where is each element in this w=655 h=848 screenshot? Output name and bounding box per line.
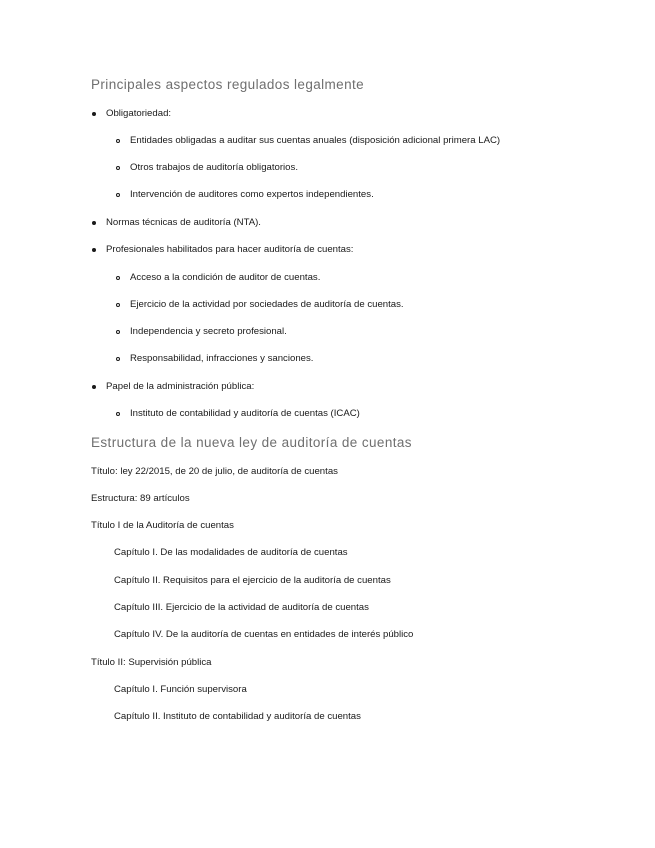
circle-bullet-icon xyxy=(116,357,120,361)
circle-bullet-icon xyxy=(116,139,120,143)
list-subitem: Entidades obligadas a auditar sus cuentas anuales (disposición adicional primera LAC) xyxy=(130,135,501,146)
chapter-line: Capítulo I. De las modalidades de auditoría de cuentas xyxy=(114,547,348,558)
titulo-2-line: Título II: Supervisión pública xyxy=(91,657,212,668)
section-heading-aspectos: Principales aspectos regulados legalmente xyxy=(91,77,365,92)
circle-bullet-icon xyxy=(116,166,120,170)
chapter-line: Capítulo IV. De la auditoría de cuentas en entidades de interés público xyxy=(114,629,414,640)
circle-bullet-icon xyxy=(116,303,120,307)
bullet-icon xyxy=(92,248,96,252)
list-subitem: Instituto de contabilidad y auditoría de cuentas (ICAC) xyxy=(130,408,360,419)
circle-bullet-icon xyxy=(116,330,120,334)
list-subitem: Independencia y secreto profesional. xyxy=(130,326,287,337)
titulo-line: Título: ley 22/2015, de 20 de julio, de auditoría de cuentas xyxy=(91,466,338,477)
chapter-line: Capítulo I. Función supervisora xyxy=(114,684,247,695)
list-item: Papel de la administración pública: xyxy=(106,381,255,392)
chapter-line: Capítulo III. Ejercicio de la actividad de auditoría de cuentas xyxy=(114,602,369,613)
circle-bullet-icon xyxy=(116,193,120,197)
chapter-line: Capítulo II. Instituto de contabilidad y auditoría de cuentas xyxy=(114,711,361,722)
list-subitem: Intervención de auditores como expertos independientes. xyxy=(130,189,374,200)
bullet-icon xyxy=(92,385,96,389)
list-item: Normas técnicas de auditoría (NTA). xyxy=(106,217,261,228)
list-subitem: Otros trabajos de auditoría obligatorios. xyxy=(130,162,298,173)
titulo-1-line: Título I de la Auditoría de cuentas xyxy=(91,520,234,531)
list-subitem: Responsabilidad, infracciones y sanciones. xyxy=(130,353,314,364)
list-subitem: Ejercicio de la actividad por sociedades de auditoría de cuentas. xyxy=(130,299,404,310)
estructura-line: Estructura: 89 artículos xyxy=(91,493,190,504)
circle-bullet-icon xyxy=(116,276,120,280)
bullet-icon xyxy=(92,221,96,225)
chapter-line: Capítulo II. Requisitos para el ejercicio de la auditoría de cuentas xyxy=(114,575,391,586)
list-subitem: Acceso a la condición de auditor de cuentas. xyxy=(130,272,321,283)
list-item: Profesionales habilitados para hacer auditoría de cuentas: xyxy=(106,244,354,255)
section-heading-estructura: Estructura de la nueva ley de auditoría de cuentas xyxy=(91,435,412,450)
circle-bullet-icon xyxy=(116,412,120,416)
list-item: Obligatoriedad: xyxy=(106,108,172,119)
bullet-icon xyxy=(92,112,96,116)
